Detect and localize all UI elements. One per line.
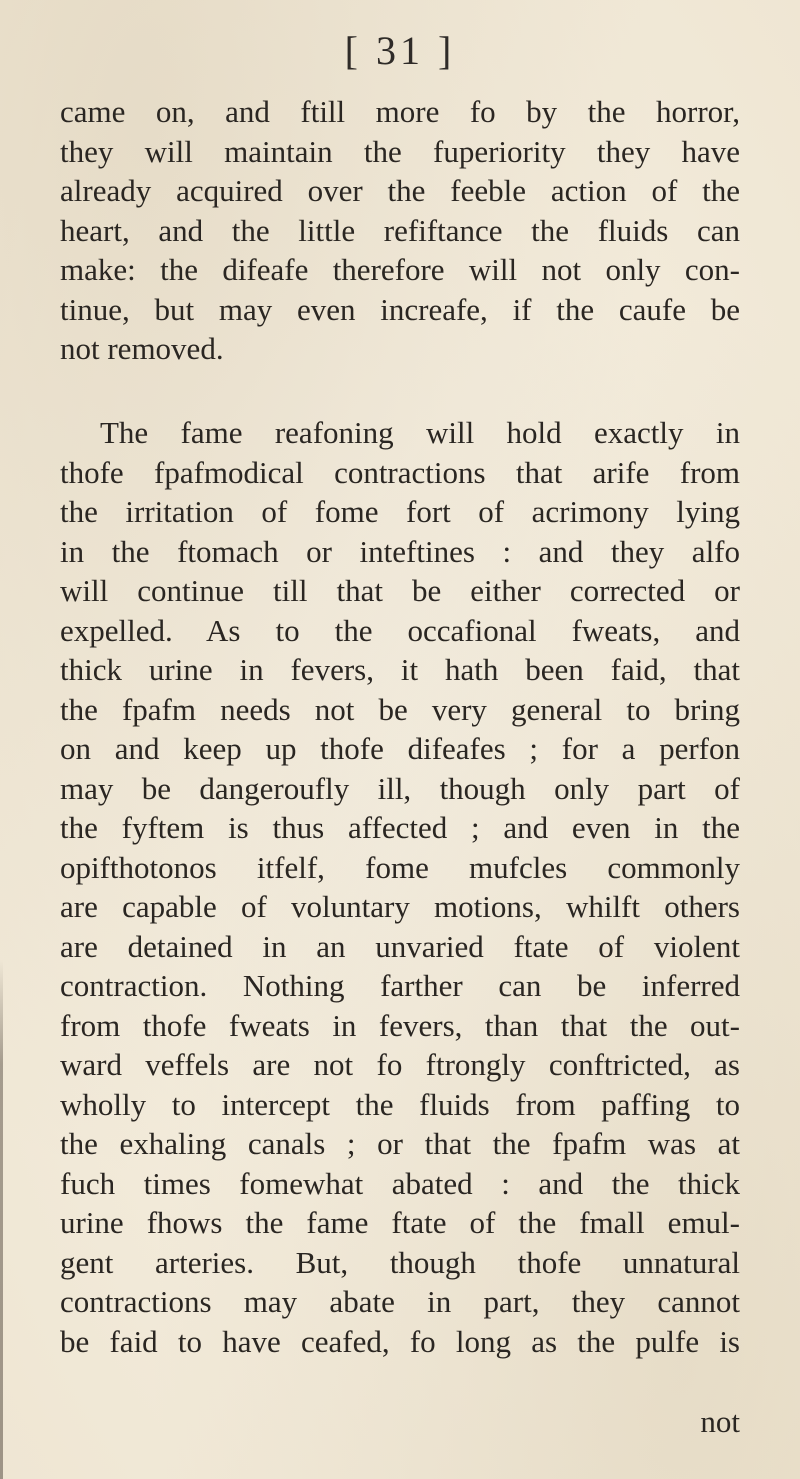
paragraph-2 xyxy=(60,413,740,1361)
paragraph-1 xyxy=(60,92,740,369)
text-line: not removed. xyxy=(60,331,224,366)
text-line: the irritation of fome fort of acrimony lying xyxy=(60,494,740,529)
text-line: in the ftomach or inteftines : and they alfo xyxy=(60,533,740,569)
text-line: be faid to have ceafed, fo long as the pulfe is xyxy=(60,1323,740,1359)
text-line: from thofe fweats in fevers, than that the out- xyxy=(60,1007,740,1043)
text-line: may be dangeroufly ill, though only part of xyxy=(60,770,740,806)
text-line: they will maintain the fuperiority they have xyxy=(60,133,740,169)
text-line: already acquired over the feeble action of the xyxy=(60,173,740,208)
text-line: the fyftem is thus affected ; and even in the xyxy=(60,810,740,845)
text-line: urine fhows the fame ftate of the fmall emul- xyxy=(60,1205,740,1240)
text-line: are capable of voluntary motions, whilft others xyxy=(60,889,740,924)
catchword: not xyxy=(700,1404,740,1439)
text-line: The fame reafoning will hold exactly in xyxy=(100,415,740,450)
text-line: contraction. Nothing farther can be inferred xyxy=(60,968,740,1003)
text-line: ward veffels are not fo ftrongly conftricted, as xyxy=(60,1047,740,1082)
text-line: thick urine in fevers, it hath been faid, that xyxy=(60,652,740,687)
text-line: tinue, but may even increafe, if the caufe be xyxy=(60,291,740,327)
text-line: gent arteries. But, though thofe unnatural xyxy=(60,1244,740,1280)
text-line: opifthotonos itfelf, fome mufcles commonly xyxy=(60,849,740,885)
text-line: thofe fpafmodical contractions that arife from xyxy=(60,454,740,490)
text-line: will continue till that be either corrected or xyxy=(60,573,740,608)
text-line: expelled. As to the occafional fweats, and xyxy=(60,612,740,648)
text-line: contractions may abate in part, they cannot xyxy=(60,1284,740,1319)
text-line: fuch times fomewhat abated : and the thick xyxy=(60,1165,740,1201)
text-line: on and keep up thofe difeafes ; for a perfon xyxy=(60,731,740,766)
text-line: wholly to intercept the fluids from paffing to xyxy=(60,1086,740,1122)
text-line: came on, and ftill more fo by the horror, xyxy=(60,94,740,129)
text-line: the exhaling canals ; or that the fpafm was at xyxy=(60,1126,740,1161)
text-line: heart, and the little refiftance the fluids can xyxy=(60,212,740,248)
text-line: the fpafm needs not be very general to bring xyxy=(60,691,740,727)
page-number: [ 31 ] xyxy=(344,28,456,73)
text-line: are detained in an unvaried ftate of violent xyxy=(60,928,740,964)
text-line: make: the difeafe therefore will not only con- xyxy=(60,252,740,287)
